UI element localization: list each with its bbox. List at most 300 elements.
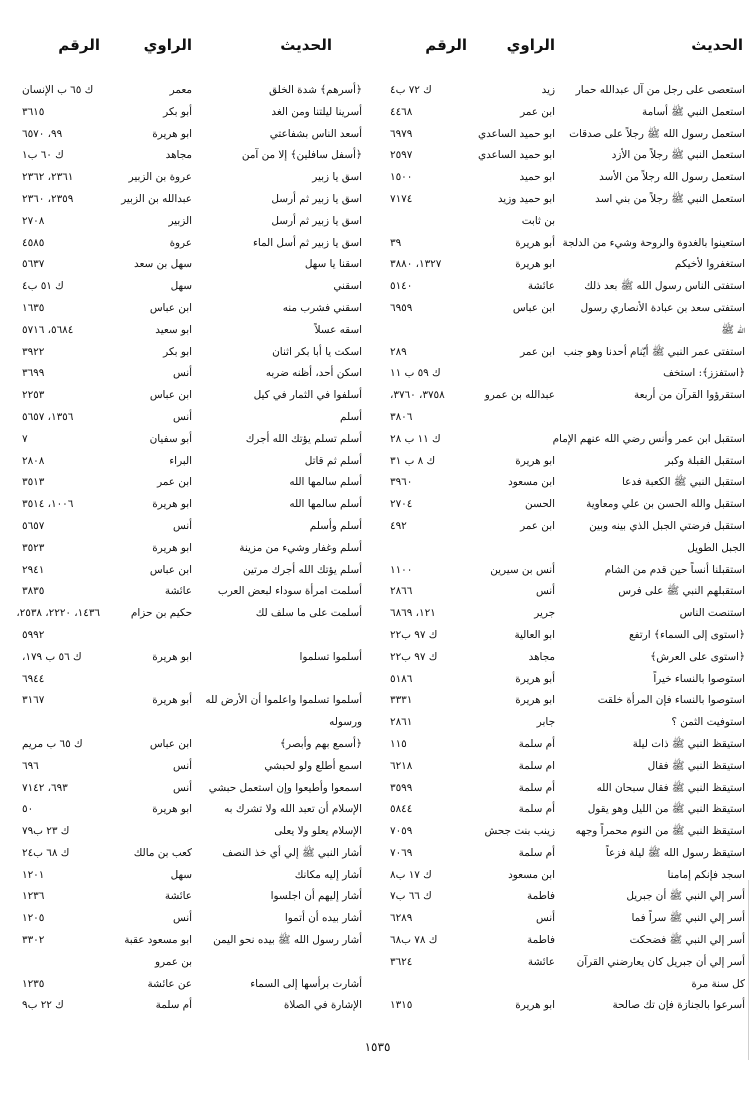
reference-number: ك ٦٦ ب٧ [390,890,432,903]
hadith-text: اسمعوا وأطيعوا وإن استعمل حبشي [208,781,362,794]
index-entry-row [22,451,382,473]
index-entry-row [390,298,745,320]
reference-number: ك ٧٨ ب٦٨ [390,934,438,947]
hadith-text: أسلم تسلم يؤتك الله أجرك [245,432,362,445]
hadith-text: استقبل والله الحسن بن علي ومعاوية [586,498,745,511]
hadith-text: اسق يا زبير [312,171,362,184]
index-entry-row [390,756,745,778]
narrator: معمر [169,84,192,96]
hadith-text: اسقنا يا سهل [304,258,362,271]
index-entry-row [22,756,382,778]
narrator: ام سلمة [518,759,555,772]
index-entry-row [22,276,382,298]
hadith-text: استيقظ النبي ﷺ ذات ليلة [632,737,745,750]
reference-number: ٦٩٧٩ [390,127,413,140]
index-entry-row [390,189,745,211]
hadith-text: استيقظ النبي ﷺ من النوم محمراً وجهه [575,825,745,838]
index-entry-row [390,320,745,342]
hadith-text: الإشارة في الصلاة [283,999,362,1012]
reference-number: ١٣٥٦، ٥٦٥٧ [22,410,74,423]
narrator: مجاهد [528,650,555,663]
index-entry-row [390,843,745,865]
reference-number: ٢٨٦١ [390,716,413,729]
hadith-text: أشار رسول الله ﷺ بيده نحو اليمن [213,934,362,947]
reference-number: ١١٠٠ [390,563,413,576]
reference-number: ١٣١٥ [390,999,413,1012]
index-entry-row [390,908,745,930]
narrator: مجاهد [165,149,192,162]
reference-number: ك ٥١ ب٤ [22,280,64,293]
index-entry-row [22,821,382,843]
index-entry-row [390,254,745,276]
narrator: عبدالله بن الزبير [121,192,192,205]
index-entry-row [390,712,745,734]
index-entry-row [390,80,745,102]
index-entry-row [390,385,745,407]
hadith-text: استيقظ النبي ﷺ فقال سبحان الله [596,781,745,794]
hadith-text: استعينوا بالغدوة والروحة وشيء من الدلجة [562,236,745,249]
hadith-text: اسكن أحد، أظنه ضربه [265,367,362,380]
index-entry-row [390,974,745,996]
hadith-text: أسعد الناس بشفاعتي [269,127,362,140]
index-entry-row [22,886,382,908]
index-entry-row [390,342,745,364]
narrator: أنس [535,585,555,598]
index-entry-row [22,560,382,582]
hadith-text: استعمل النبي ﷺ رجلاً من الأزد [611,149,745,162]
narrator: عائشة [164,585,192,598]
left-rows [16,80,382,1017]
index-entry-row [390,145,745,167]
narrator: أنس [172,759,192,772]
hadith-text: أشار إليه مكانك [294,868,362,881]
header-hadith: الحديث [691,36,743,54]
hadith-text: ﴿استوى على العرش﴾ [650,650,745,663]
header-hadith: الحديث [280,36,332,54]
reference-number: ك ٦٥ ب الإنسان [22,84,94,96]
hadith-text: أسر إلي النبي ﷺ فضحكت [629,934,745,947]
index-entry-row [390,167,745,189]
index-entry-row [390,102,745,124]
index-entry-row [390,124,745,146]
reference-number: ٦٩٦ [22,759,39,772]
reference-number: ٢٣٥٩، ٢٣٦٠ [22,192,74,205]
index-entry-row [22,974,382,996]
hadith-text: أشارت برأسها إلى السماء [250,977,362,990]
hadith-text: أسلم سالمها الله [289,476,362,489]
reference-number: ١٣٢٧، ٣٨٨٠ [390,258,442,271]
hadith-text: استعمل رسول الله ﷺ رجلاً على صدقات [569,127,745,140]
reference-number: ٥٩٩٢ [22,628,45,641]
narrator: ابن عباس [149,737,192,750]
index-entry-row [22,429,382,451]
reference-number: ٥١٨٦ [390,672,413,685]
hadith-text: استفتى عمر النبي ﷺ أيّنام أحدنا وهو جنب [563,345,745,358]
hadith-text: اسقني فشرب منه [282,301,362,314]
reference-number: ٧٠٥٩ [390,825,413,838]
hadith-text: أسلموا تسلموا واعلموا أن الأرض لله [205,694,362,707]
index-entry-row [390,451,745,473]
reference-number: ك ٢٣ ب٧٩ [22,825,70,838]
hadith-text: أسلم سالمها الله [289,498,362,511]
index-entry-row [390,407,745,429]
index-entry-row [390,821,745,843]
hadith-text: استيقظ النبي ﷺ فقال [647,759,745,772]
narrator: أنس [535,912,555,925]
index-entry-row [390,930,745,952]
reference-number: ٣٦٢٤ [390,955,413,968]
index-entry-row [22,865,382,887]
reference-number: ٥١٤٠ [390,280,413,293]
reference-number: ك ٦٨ ب٢٤ [22,846,70,859]
index-entry-row [390,494,745,516]
hadith-text: استقبل ابن عمر وأنس رضي الله عنهم الإمام [552,432,745,445]
hadith-text: اسق يا زبير ثم أسل الماء [253,236,362,249]
hadith-text: أسرعوا بالجنازة فإن تك صالحة [612,999,745,1012]
hadith-text: أسلمت امرأة سوداء لبعض العرب [217,585,362,598]
narrator: أنس [172,367,192,380]
reference-number: ٣٦٩٩ [22,367,45,380]
narrator: عائشة [527,955,555,968]
reference-number: ك ٢٢ ب٩ [22,999,64,1012]
hadith-text: أسر إلي أن جبريل كان يعارضني القرآن [576,955,745,968]
index-entry-row [22,734,382,756]
right-column [390,0,745,1040]
index-entry-row [390,952,745,974]
hadith-text: اسقني [333,280,362,293]
narrator: ابن مسعود [508,868,555,881]
hadith-text: أسلمت على ما سلف لك [255,607,362,620]
hadith-text: أسر إلي النبي ﷺ أن جبريل [626,890,745,903]
reference-number: ٧١٧٤ [390,192,413,205]
index-entry-row [22,799,382,821]
reference-number: ٣٥٢٣ [22,541,45,554]
index-entry-row [22,516,382,538]
narrator: عروة بن الزبير [128,171,192,184]
hadith-text: استعصى على رجل من آل عبدالله حمار [575,84,745,96]
index-entry-row [390,581,745,603]
narrator: ابو هريرة [515,454,555,467]
narrator: أبو هريرة [515,672,555,685]
hadith-text: اسمع أطلع ولو لحبشي [264,759,362,772]
hadith-text: أسلم [340,410,362,423]
narrator: أنس [172,519,192,532]
narrator: ابن عباس [149,389,192,402]
hadith-text: اسجد فإنكم إمامنا [667,868,745,881]
narrator: أبو هريرة [152,694,192,707]
index-entry-row [390,603,745,625]
narrator: ابو هريرة [152,541,192,554]
hadith-text: أسلم وأسلم [309,519,362,532]
hadith-text: اسكت يا أبا بكر اثنان [272,345,362,358]
index-entry-row [390,429,745,451]
index-entry-row [390,538,745,560]
narrator: أم سلمة [155,999,192,1012]
index-entry-row [22,211,382,233]
narrator: أبو بكر [163,105,192,118]
reference-number: ٣٥٩٩ [390,781,413,794]
index-entry-row [22,843,382,865]
narrator: أم سلمة [518,803,555,816]
reference-number: ٢٨٦٦ [390,585,413,598]
narrator: ابن عمر [520,105,555,118]
narrator: جابر [536,716,555,729]
reference-number: ٢٢٥٣ [22,389,45,402]
hadith-text: أسرينا ليلتنا ومن الغد [271,105,362,118]
reference-number: ٢٩٤١ [22,563,45,576]
index-entry-row [390,276,745,298]
index-entry-row [22,80,382,102]
reference-number: ٣٨٠٦ [390,410,413,423]
hadith-text: ﴿استوى إلى السماء﴾ ارتفع [629,628,745,641]
index-entry-row [390,233,745,255]
narrator: أنس بن سيرين [490,563,555,576]
reference-number: ك ٧٢ ب٤ [390,84,432,96]
reference-number: ٦٩٤٤ [22,672,45,685]
reference-number: ٦٢٨٩ [390,912,413,925]
reference-number: ٧ [22,432,28,445]
index-entry-row [22,581,382,603]
index-entry-row [390,799,745,821]
narrator: ابو هريرة [515,999,555,1012]
reference-number: ٥٦٥٧ [22,519,45,532]
narrator: عن عائشة [147,977,192,990]
reference-number: ٤٤٦٨ [390,105,413,118]
hadith-text: كل سنة مرة [691,977,745,990]
index-entry-row [22,712,382,734]
hadith-text: استفتى الناس رسول الله ﷺ بعد ذلك [584,280,745,293]
header-rawi: الراوي [143,36,192,54]
hadith-text: اسقه عسلاً [314,323,362,336]
hadith-text: استقبلهم النبي ﷺ على فرس [618,585,745,598]
narrator: ابن عمر [157,476,192,489]
hadith-text: أسلم ثم قاتل [304,454,362,467]
index-entry-row [390,865,745,887]
reference-number: ١٤٣٦، ٢٢٢٠، ٢٥٣٨، [16,607,100,620]
index-entry-row [22,298,382,320]
narrator: ابو حميد الساعدي [477,149,555,162]
hadith-text: استوفيت الثمن ؟ [671,716,745,729]
reference-number: ١٢١، ٦٨٦٩ [390,607,436,620]
narrator: عائشة [164,890,192,903]
reference-number: ٣٧٥٨، ٣٧٦٠، [390,389,445,402]
hadith-text: استغفروا لأخيكم [674,258,745,271]
hadith-text: استيقظ النبي ﷺ من الليل وهو يقول [587,803,745,816]
index-entry-row [22,363,382,385]
index-entry-row [22,690,382,712]
hadith-text: الله ﷺ [721,323,745,336]
index-entry-row [22,407,382,429]
index-entry-row [390,625,745,647]
narrator: زيد [541,84,555,96]
narrator: ابو حميد [519,171,555,184]
reference-number: ٢٣٦١، ٢٣٦٢ [22,171,74,184]
narrator: ابو هريرة [152,127,192,140]
page-edge-line [748,880,749,1060]
narrator: ابو العالية [514,628,555,641]
reference-number: ٦٩٥٩ [390,301,413,314]
header-raqm: الرقم [58,36,100,54]
reference-number: ٣١٦٧ [22,694,45,707]
index-entry-row [22,189,382,211]
reference-number: ١١٥ [390,737,407,750]
reference-number: ٢٥٩٧ [390,149,413,162]
index-entry-row [390,647,745,669]
reference-number: ٥٨٤٤ [390,803,413,816]
index-entry-row [22,254,382,276]
reference-number: ك ٥٦ ب ١٧٩، [22,650,82,663]
index-entry-row [22,538,382,560]
index-entry-row [390,669,745,691]
reference-number: ٤٩٢ [390,519,407,532]
index-entry-row [22,385,382,407]
index-entry-row [390,690,745,712]
narrator: أنس [172,912,192,925]
narrator: زينب بنت جحش [484,825,555,838]
hadith-text: استقبل فرضتي الجبل الذي بينه وبين [589,519,745,532]
narrator: البراء [169,454,192,467]
hadith-text: استعمل النبي ﷺ رجلاً من بني اسد [595,192,745,205]
hadith-text: استوصوا بالنساء خيراً [653,672,745,685]
index-entry-row [390,995,745,1017]
reference-number: ٢٧٠٨ [22,214,45,227]
index-entry-row [390,734,745,756]
narrator: بن ثابت [521,214,555,227]
narrator: ابن عباس [149,563,192,576]
hadith-text: أسلم وغفار وشيء من مزينة [239,541,362,554]
narrator: بن عمرو [154,955,192,968]
reference-number: ٦٩٣، ٧١٤٢ [22,781,68,794]
header-rawi: الراوي [506,36,555,54]
narrator: ابو هريرة [152,803,192,816]
reference-number: ٢٨٠٨ [22,454,45,467]
reference-number: ١٠٠٦، ٣٥١٤ [22,498,74,511]
reference-number: ١٥٠٠ [390,171,413,184]
narrator: ابو هريرة [515,694,555,707]
index-entry-row [22,233,382,255]
reference-number: ١٢٠١ [22,868,45,881]
narrator: ابو مسعود عقبة [124,934,192,947]
hadith-text: أسلموا تسلموا [299,650,362,663]
hadith-text: اسق يا زبير ثم أرسل [271,214,362,227]
reference-number: ٢٧٠٤ [390,498,413,511]
narrator: الحسن [525,498,555,511]
index-entry-row [22,995,382,1017]
narrator: أنس [172,410,192,423]
index-entry-row [22,778,382,800]
reference-number: ٣٨٣٥ [22,585,45,598]
narrator: ابن مسعود [508,476,555,489]
index-entry-row [22,494,382,516]
reference-number: ٥٦٨٤، ٥٧١٦ [22,323,74,336]
narrator: ابو هريرة [152,650,192,663]
header-raqm: الرقم [425,36,467,54]
reference-number: ٢٨٩ [390,345,407,358]
narrator: كعب بن مالك [133,846,192,859]
hadith-text: أسلفوا في الثمار في كيل [253,389,362,402]
hadith-text: أشار النبي ﷺ إلي أي خذ النصف [222,846,362,859]
reference-number: ٣٦١٥ [22,105,45,118]
narrator: أم سلمة [518,737,555,750]
hadith-text: استنصت الناس [679,607,745,620]
hadith-text: استقبل القبلة وكبر [665,454,745,467]
index-entry-row [16,603,382,625]
index-entry-row [22,320,382,342]
hadith-text: ﴿أسمع بهم وأبصر﴾ [279,737,362,750]
index-entry-row [390,560,745,582]
reference-number: ٥٦٣٧ [22,258,45,271]
hadith-text: استقبل النبي ﷺ الكعبة فدعا [621,476,745,489]
narrator: ابن عمر [520,345,555,358]
reference-number: ١٢٠٥ [22,912,45,925]
reference-number: ك ٩٧ ب٢٢ [390,628,438,641]
narrator: أبو هريرة [515,236,555,249]
narrator: ابو حميد الساعدي [477,127,555,140]
hadith-text: الإسلام أن تعبد الله ولا تشرك به [224,803,362,816]
reference-number: ١٢٣٥ [22,977,45,990]
narrator: فاطمة [527,890,555,903]
index-entry-row [22,124,382,146]
hadith-text: ﴿أسفل سافلين﴾ إلا من آمن [241,149,362,162]
hadith-text: استوصوا بالنساء فإن المرأة خلقت [597,694,745,707]
index-entry-row [390,886,745,908]
narrator: ابن عمر [520,519,555,532]
narrator: الزبير [168,214,192,227]
reference-number: ك ١٧ ب٨ [390,868,432,881]
reference-number: ٤٥٨٥ [22,236,45,249]
reference-number: ١٦٣٥ [22,301,45,314]
narrator: حكيم بن حزام [130,607,192,620]
reference-number: ٣٩ [390,236,402,249]
narrator: أنس [172,781,192,794]
narrator: ابو هريرة [152,498,192,511]
index-entry-row [22,167,382,189]
narrator: عبدالله بن عمرو [484,389,555,402]
index-entry-row [390,363,745,385]
reference-number: ١٢٣٦ [22,890,45,903]
hadith-text: استقبلنا أنساً حين قدم من الشام [604,563,745,576]
index-entry-row [390,778,745,800]
narrator: ابن عباس [149,301,192,314]
hadith-text: استيقظ رسول الله ﷺ ليلة فزعاً [605,846,745,859]
hadith-text: أسلم يؤتك الله أجرك مرتين [243,563,362,576]
reference-number: ك ١١ ب ٢٨ [390,432,441,445]
reference-number: ك ٦٥ ب مريم [22,737,83,750]
index-entry-row [390,516,745,538]
index-entry-row [22,669,382,691]
reference-number: ٥٠ [22,803,34,816]
reference-number: ك ٦٠ ب١ [22,149,64,162]
narrator: أبو سفيان [149,432,192,445]
reference-number: ٣٥١٣ [22,476,45,489]
hadith-text: ﴿استفزز﴾: استخف [663,367,745,380]
narrator: ابو بكر [163,345,192,358]
hadith-text: استفتى سعد بن عبادة الأنصاري رسول [580,301,745,314]
narrator: أم سلمة [518,846,555,859]
index-entry-row [22,342,382,364]
narrator: ابو حميد وزيد [497,192,555,205]
reference-number: ٧٠٦٩ [390,846,413,859]
hadith-text: استعمل رسول الله رجلاً من الأسد [599,171,745,184]
reference-number: ٣٣٣١ [390,694,413,707]
hadith-text: أشار بيده أن أتموا [284,912,362,925]
hadith-text: الجبل الطويل [687,541,745,554]
reference-number: ك ٥٩ ب ١١ [390,367,441,380]
index-entry-row [22,472,382,494]
index-entry-row [22,647,382,669]
reference-number: ٩٩، ٦٥٧٠ [22,127,63,140]
narrator: أم سلمة [518,781,555,794]
